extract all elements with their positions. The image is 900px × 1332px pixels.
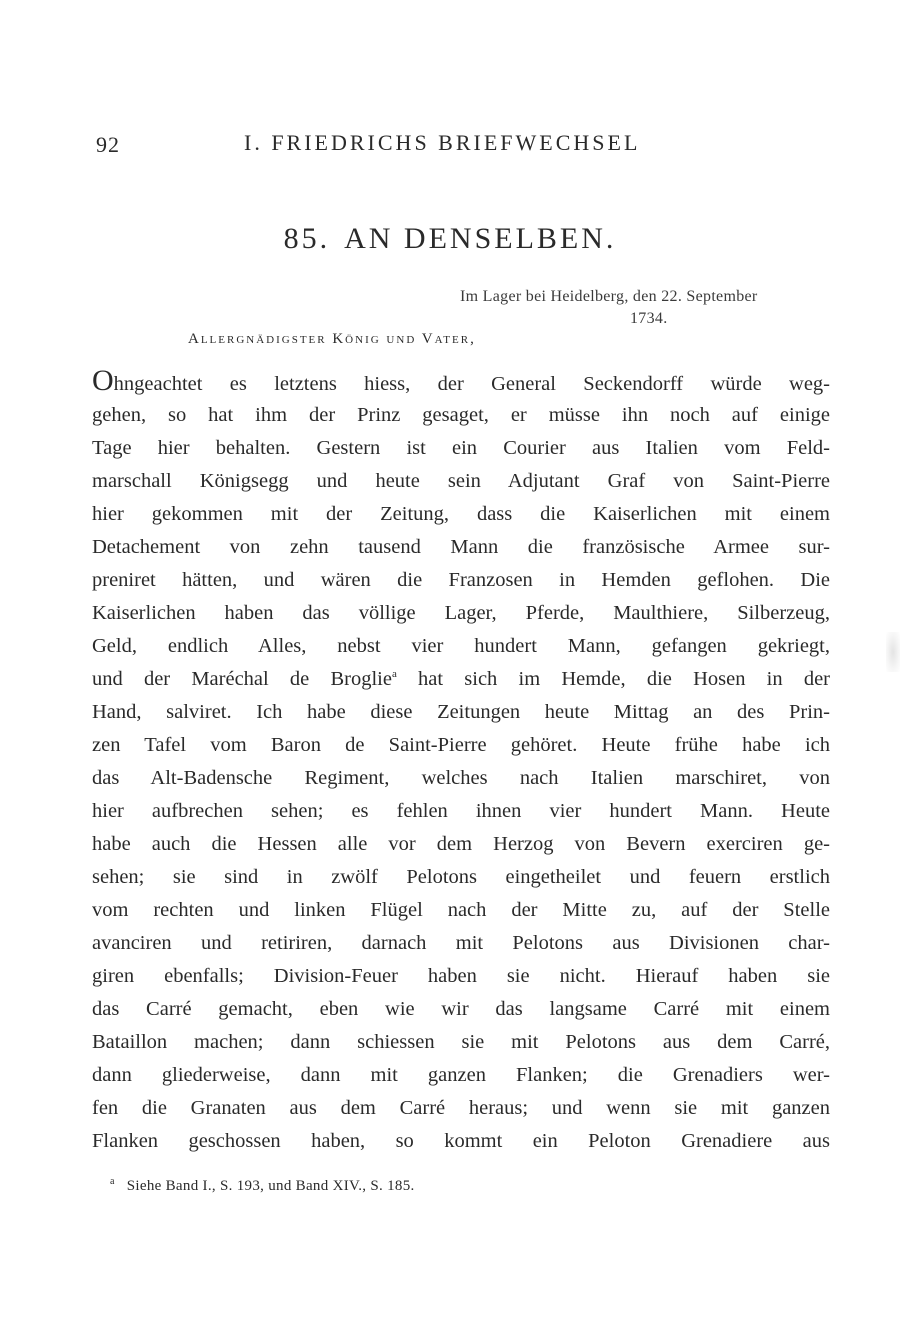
body-line: marschall Königsegg und heute sein Adjutant Graf von Saint-Pierre (92, 470, 830, 492)
body-line: habe auch die Hessen alle vor dem Herzog von Bevern exerciren ge- (92, 833, 830, 855)
footnote-text: Siehe Band I., S. 193, und Band XIV., S. 185. (126, 1178, 415, 1194)
footnote-mark: a (110, 1176, 115, 1187)
body-line: avanciren und retiriren, darnach mit Pelotons aus Divisionen char- (92, 932, 830, 954)
body-line: preniret hätten, und wären die Franzosen in Hemden geflohen. Die (92, 569, 830, 591)
running-title: I. FRIEDRICHS BRIEFWECHSEL (244, 130, 641, 155)
body-line: Detachement von zehn tausend Mann die französische Armee sur- (92, 536, 830, 558)
body-line: das Alt-Badensche Regiment, welches nach Italien marschiret, von (92, 767, 830, 789)
body-line: vom rechten und linken Flügel nach der Mitte zu, auf der Stelle (92, 899, 830, 921)
letter-heading (0, 222, 900, 256)
body-line: Flanken geschossen haben, so kommt ein Peloton Grenadiere aus (92, 1130, 830, 1152)
body-line: Hand, salviret. Ich habe diese Zeitungen heute Mittag an des Prin- (92, 701, 830, 723)
body-line (92, 663, 830, 696)
drop-cap: O (92, 364, 114, 397)
letter-title: AN DENSELBEN. (344, 222, 617, 255)
body-line: fen die Granaten aus dem Carré heraus; und wenn sie mit ganzen (92, 1097, 830, 1119)
body-line: hier aufbrechen sehen; es fehlen ihnen vier hundert Mann. Heute (92, 800, 830, 822)
body-line: giren ebenfalls; Division-Feuer haben sie nicht. Hierauf haben sie (92, 965, 830, 987)
body-line: hier gekommen mit der Zeitung, dass die Kaiserlichen mit einem (92, 503, 830, 525)
body-line: Tage hier behalten. Gestern ist ein Courier aus Italien vom Feld- (92, 437, 830, 459)
first-line-text: hngeachtet es letztens hiess, der General Seckendorff würde weg- (113, 373, 830, 395)
body-line: sehen; sie sind in zwölf Pelotons eingetheilet und feuern erstlich (92, 866, 830, 888)
body-line: Bataillon machen; dann schiessen sie mit Pelotons aus dem Carré, (92, 1031, 830, 1053)
scan-smudge (886, 632, 900, 672)
body-line: Kaiserlichen haben das völlige Lager, Pferde, Maulthiere, Silberzeug, (92, 602, 830, 624)
body-line: gehen, so hat ihm der Prinz gesaget, er müsse ihn noch auf einige (92, 404, 830, 426)
footnote (110, 1176, 415, 1195)
dateline-place-date: Im Lager bei Heidelberg, den 22. September (460, 288, 758, 305)
broglie-text-before: und der Maréchal de Broglie (92, 668, 392, 690)
salutation: Allergnädigster König und Vater, (188, 331, 476, 347)
page-number: 92 (96, 132, 120, 157)
body-line: das Carré gemacht, eben wie wir das langsame Carré mit einem (92, 998, 830, 1020)
footnote-reference: a (391, 668, 397, 681)
body-line: zen Tafel vom Baron de Saint-Pierre gehöret. Heute frühe habe ich (92, 734, 830, 756)
dateline-year: 1734. (630, 310, 668, 327)
dateline (460, 286, 820, 330)
letter-body (92, 366, 830, 1158)
body-line: Geld, endlich Alles, nebst vier hundert Mann, gefangen gekriegt, (92, 635, 830, 657)
body-line (92, 366, 830, 399)
body-line: dann gliederweise, dann mit ganzen Flanken; die Grenadiers wer- (92, 1064, 830, 1086)
running-head (96, 128, 836, 158)
letter-number: 85. (283, 222, 331, 255)
broglie-text-after: hat sich im Hemde, die Hosen in der (396, 668, 830, 690)
